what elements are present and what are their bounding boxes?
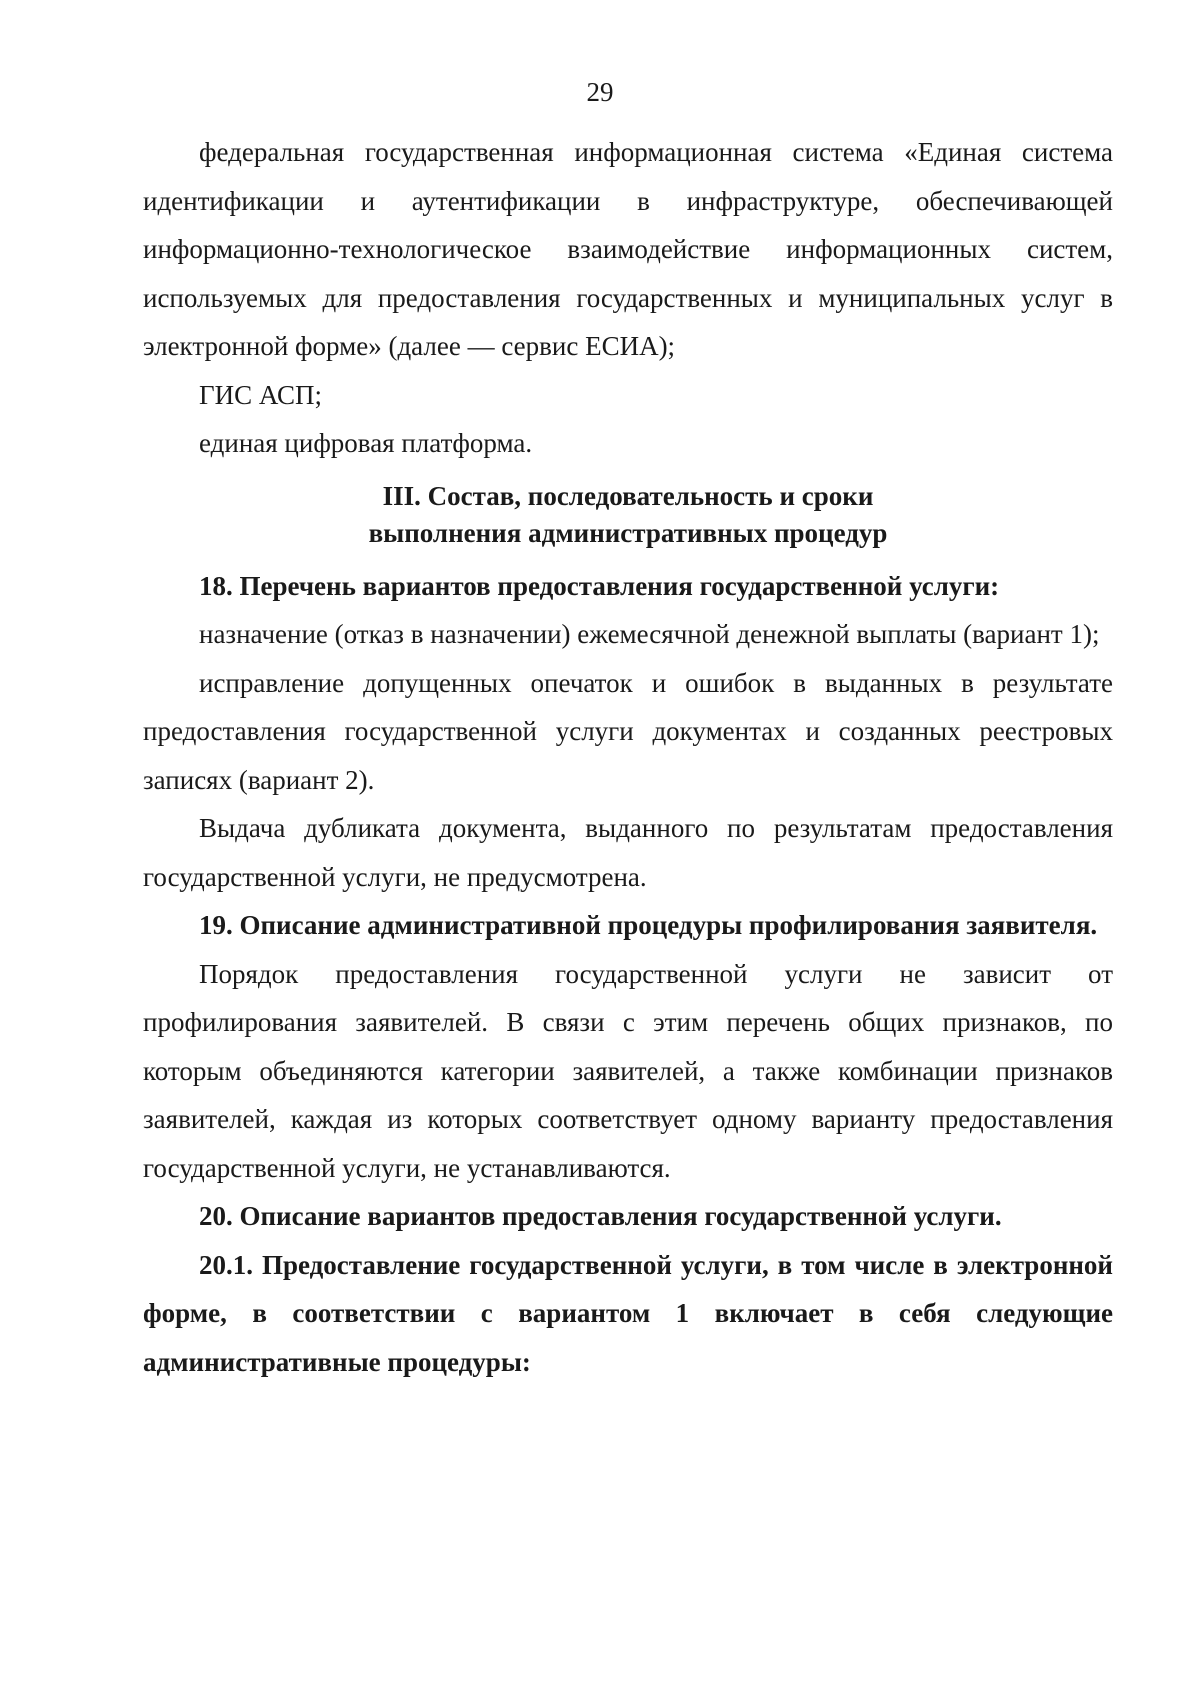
item-20-1-text: 20.1. Предоставление государственной услуги, в том числе в электронной форме, в соответствии с вариантом 1 включает в себя следующие административные процедуры: — [143, 1249, 1113, 1377]
paragraph-esia-system: федеральная государственная информационная система «Единая система идентификации и аутентификации в инфраструктуре, обеспечивающей информационно-технологическое взаимодействие информационных систем, используемых для предоставления государственных и муниципальных услуг в электронной форме» (далее — сервис ЕСИА); — [143, 137, 1113, 361]
section-heading-line2: выполнения административных процедур — [368, 517, 888, 548]
page-number: 29 — [586, 77, 614, 107]
section-heading-line1: III. Состав, последовательность и сроки — [382, 480, 874, 511]
item-18-option-1: назначение (отказ в назначении) ежемесячной денежной выплаты (вариант 1); — [199, 619, 1100, 649]
item-18-note: Выдача дубликата документа, выданного по результатам предоставления государственной услуги, не предусмотрена. — [143, 813, 1113, 892]
item-20-title: 20. Описание вариантов предоставления государственной услуги. — [199, 1201, 1002, 1231]
section-heading — [143, 478, 1113, 552]
paragraph-gis-asp: ГИС АСП; — [199, 379, 323, 410]
item-19-title: 19. Описание административной процедуры профилирования заявителя. — [199, 910, 1098, 940]
document-body — [143, 128, 1113, 1386]
paragraph-digital-platform: единая цифровая платформа. — [199, 428, 533, 458]
item-18-title: 18. Перечень вариантов предоставления государственной услуги: — [199, 570, 1000, 601]
item-18-option-2: исправление допущенных опечаток и ошибок в выданных в результате предоставления государственной услуги документах и созданных реестровых записях (вариант 2). — [143, 667, 1113, 795]
item-19-text: Порядок предоставления государственной услуги не зависит от профилирования заявителей. В связи с этим перечень общих признаков, по которым объединяются категории заявителей, а также комбинации признаков заявителей, каждая из которых соответствует одному варианту предоставления государственной услуги, не устанавливаются. — [143, 958, 1113, 1183]
